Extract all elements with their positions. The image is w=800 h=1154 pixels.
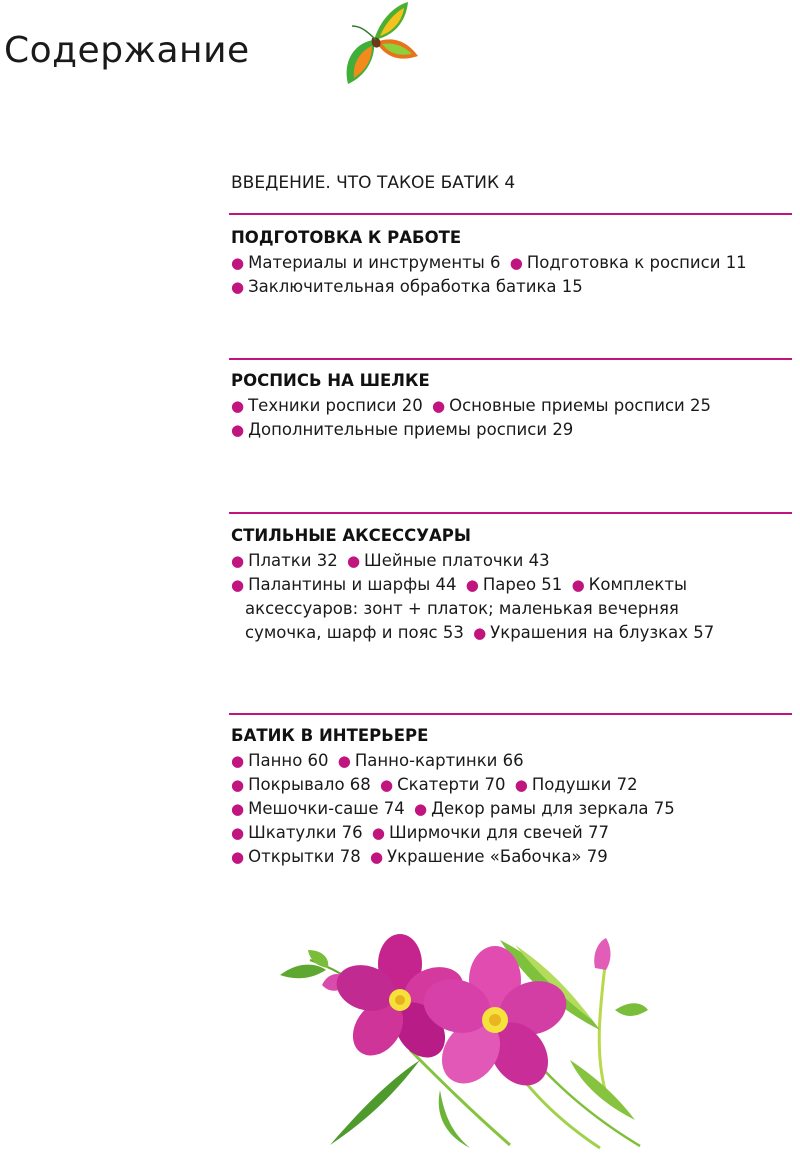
bullet-icon: ●: [371, 824, 386, 842]
toc-entry: Шкатулки 76: [248, 823, 363, 842]
toc-entry: Материалы и инструменты 6: [248, 253, 501, 272]
toc-entry: Платки 32: [248, 551, 338, 570]
toc-entry: Подготовка к росписи 11: [526, 253, 747, 272]
toc-entry: Панно-картинки 66: [354, 751, 524, 770]
bullet-icon: ●: [231, 848, 245, 866]
toc-entry: Украшение «Бабочка» 79: [387, 847, 608, 866]
toc-section: [231, 228, 791, 299]
bullet-icon: ●: [346, 552, 361, 570]
bullet-icon: ●: [231, 752, 245, 770]
bullet-icon: ●: [231, 397, 245, 415]
toc-section: [231, 371, 791, 442]
bullet-icon: ●: [473, 624, 487, 642]
bullet-icon: ●: [571, 576, 585, 594]
toc-line: [231, 549, 791, 573]
bullet-icon: ●: [337, 752, 351, 770]
toc-line: [231, 773, 791, 797]
bullet-icon: ●: [465, 576, 479, 594]
toc-entry: Панно 60: [248, 751, 329, 770]
toc-entry: Дополнительные приемы росписи 29: [248, 420, 574, 439]
toc-entry: Палантины и шарфы 44: [248, 575, 457, 594]
bullet-icon: ●: [231, 824, 245, 842]
bullet-icon: ●: [431, 397, 446, 415]
toc-entry-continuation: аксессуаров: зонт + платок; маленькая вечерняя: [245, 599, 679, 618]
toc-entry: Ширмочки для свечей 77: [389, 823, 610, 842]
toc-line: [231, 597, 791, 621]
toc-line: [231, 251, 791, 275]
toc-entry: Техники росписи 20: [248, 396, 423, 415]
toc-line: [231, 394, 791, 418]
toc-entry: Скатерти 70: [397, 775, 506, 794]
toc-entry: Подушки 72: [531, 775, 638, 794]
toc-entry: Покрывало 68: [248, 775, 371, 794]
flower-illustration: [270, 930, 670, 1150]
toc-entry: Шейные платочки 43: [364, 551, 550, 570]
toc-section: [231, 526, 791, 645]
bullet-icon: ●: [231, 254, 245, 272]
toc-entry-continuation: сумочка, шарф и пояс 53: [245, 623, 464, 642]
section-title: ПОДГОТОВКА К РАБОТЕ: [231, 228, 462, 247]
section-divider: [229, 512, 792, 514]
bullet-icon: ●: [231, 421, 245, 439]
toc-section: [231, 726, 791, 869]
toc-line: [231, 821, 791, 845]
bullet-icon: ●: [231, 776, 245, 794]
toc-line: [231, 573, 791, 597]
bullet-icon: ●: [231, 800, 245, 818]
bullet-icon: ●: [414, 800, 428, 818]
section-title: БАТИК В ИНТЕРЬЕРЕ: [231, 726, 429, 745]
toc-entry: Декор рамы для зеркала 75: [431, 799, 675, 818]
toc-entry: Украшения на блузках 57: [490, 623, 715, 642]
toc-entry: Комплекты: [588, 575, 688, 594]
section-divider: [229, 358, 792, 360]
toc-entry: Парео 51: [482, 575, 563, 594]
toc-introduction: ВВЕДЕНИЕ. ЧТО ТАКОЕ БАТИК 4: [231, 173, 516, 193]
bullet-icon: ●: [231, 278, 245, 296]
toc-line: [231, 275, 791, 299]
toc-entry: Основные приемы росписи 25: [449, 396, 711, 415]
toc-entry: Мешочки-саше 74: [248, 799, 405, 818]
toc-entry: Заключительная обработка батика 15: [248, 277, 583, 296]
toc-line: [231, 845, 791, 869]
page-title: Содержание: [4, 30, 250, 71]
butterfly-illustration: [336, 0, 426, 90]
bullet-icon: ●: [231, 552, 245, 570]
section-title: РОСПИСЬ НА ШЕЛКЕ: [231, 371, 430, 390]
bullet-icon: ●: [369, 848, 384, 866]
section-divider: [229, 713, 792, 715]
toc-line: [231, 749, 791, 773]
bullet-icon: ●: [231, 576, 245, 594]
toc-line: [231, 797, 791, 821]
bullet-icon: ●: [514, 776, 528, 794]
toc-line: [231, 621, 791, 645]
bullet-icon: ●: [509, 254, 523, 272]
section-title: СТИЛЬНЫЕ АКСЕССУАРЫ: [231, 526, 471, 545]
toc-line: [231, 418, 791, 442]
bullet-icon: ●: [380, 776, 394, 794]
section-divider: [229, 213, 792, 215]
toc-entry: Открытки 78: [248, 847, 361, 866]
